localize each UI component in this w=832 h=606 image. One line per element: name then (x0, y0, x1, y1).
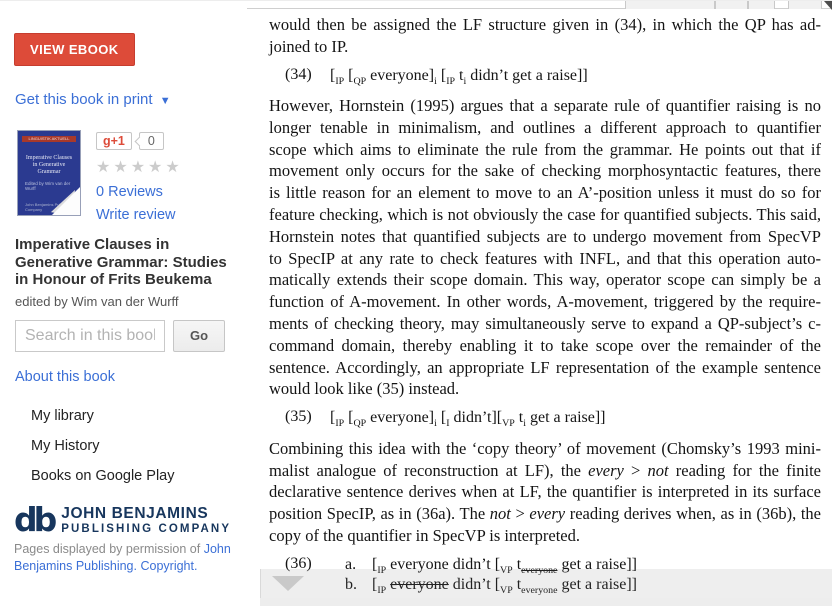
text-line: scope which aims to eliminate the rule from the grammar. He points out that if (269, 139, 821, 159)
toolbar-cell (625, 1, 715, 9)
page-text (247, 1, 832, 596)
text-line: to SpecIP at any rate to check features with INFL, and that this operation auto- (269, 248, 821, 268)
text-line: Hornstein notes that quantified subjects are to undergo movement from SpecVP (269, 226, 821, 246)
logo-line1: JOHN BENJAMINS (61, 504, 209, 522)
logo-text (61, 505, 231, 535)
page-layout (0, 1, 832, 606)
page-curl-cut (51, 186, 81, 216)
text-line: copy of the quantifier in SpecVP is interpreted. (269, 525, 580, 545)
search-input[interactable] (15, 320, 165, 352)
text-line: position SpecIP, as in (36a). The not > every reading derives when, as in (36b), the (269, 504, 821, 524)
text-line: would then be assigned the LF structure given in (34), in which the QP has ad- (269, 15, 821, 34)
chevron-down-icon: ▼ (159, 95, 171, 107)
gplus-count: 0 (139, 132, 164, 150)
publisher-logo[interactable] (14, 499, 247, 539)
example-34: (34) [$_{IP}$ [$_{QP}$ $everyone]_i$ [$_{IP}$ $t_i$ didn’t get a raise]] (285, 65, 588, 87)
permission-note (14, 541, 231, 575)
text-line: ments of checking theory, may simultaneously serve to expand a QP-subject’s c- (269, 314, 821, 334)
cover-editor: Edited by Wim van der Wurff (25, 181, 71, 191)
toolbar-cell (715, 1, 748, 9)
book-page-viewport (247, 1, 832, 606)
toolbar-edge-strip (247, 1, 832, 9)
sidebar-item[interactable]: My History (31, 437, 100, 454)
text-line: declarative sentence derives when at LF, the quantifier is interpreted in its surface (269, 482, 821, 502)
star-rating[interactable]: ★★★★★ (96, 159, 183, 176)
text-line: malist analogue of reconstruction at LF), the every > not reading for the finite (269, 460, 821, 480)
write-review-link[interactable]: Write review (96, 207, 176, 223)
text-line: matically extends their scope domain. This way, operator scope can simply be a (269, 270, 821, 290)
book-meta (96, 130, 183, 223)
text-line: function of A-movement. In other words, A-movement, triggered by the require- (269, 292, 821, 312)
cover-series-band: LINGUISTIK AKTUELL (22, 136, 76, 142)
text-line: feature checking, which is not obviously the case for quantified subjects. This said, (269, 205, 821, 225)
scroll-down-arrow-icon[interactable] (272, 576, 304, 591)
copyright-link[interactable]: Copyright. (140, 558, 198, 573)
logo-line2: PUBLISHING COMPANY (61, 522, 232, 535)
text-line: command domain, thereby enabling it to take scope over the remainder of the (269, 335, 821, 355)
text-line: would look like (35) instead. (269, 379, 460, 399)
publisher-link[interactable]: John Benjamins Publishing. (14, 541, 231, 573)
text-line: However, Hornstein (1995) argues that a separate rule of quantifier raising is no (269, 96, 821, 116)
sidebar-item[interactable]: My library (31, 407, 94, 424)
jb-monogram-icon: db (14, 499, 54, 539)
book-title: Imperative Clauses in Generative Grammar: Studies in Honour of Frits Beukema (15, 236, 227, 288)
sidebar (0, 1, 247, 606)
cover-title: Imperative Clauses in Generative Grammar (25, 155, 73, 175)
text-line: sentence. Accordingly, an appropriate LF representation of the example sentence (269, 357, 821, 377)
about-this-book-link[interactable]: About this book (15, 368, 115, 385)
text-line: longer tenable in minimalism, and outlines a different approach to quantifier (269, 117, 821, 137)
example-36: (36) a. [$_{IP}$ everyone didn’t [$_{VP}$ $t_{everyone}$ get a raise]] b. [$_{IP}$ everyone didn’t [$_{VP}$ $t_{everyone}$ get a raise]] (285, 554, 637, 597)
permission-text: Pages displayed by permission of (14, 541, 204, 556)
text-line: movement only occurs for the sake of checking morphosyntactic features, there (269, 161, 821, 181)
view-ebook-button[interactable]: VIEW EBOOK (14, 33, 135, 66)
corner-notch (824, 1, 832, 10)
example-35: (35) [$_{IP}$ [$_{QP}$ $everyone]_i$ [$_I$ $didn’t][_{VP}$ $t_i$ get a raise]] (285, 408, 606, 430)
book-cover-thumbnail[interactable] (17, 130, 81, 216)
text-line: Combining this idea with the ‘copy theory’ of movement (Chomsky’s 1993 mini- (269, 438, 821, 458)
reviews-link[interactable]: 0 Reviews (96, 184, 163, 200)
sidebar-item[interactable]: Books on Google Play (31, 467, 175, 484)
text-line: is little reason for an element to move to an A’-position unless it must do so for (269, 183, 821, 203)
get-print-link[interactable] (15, 91, 247, 108)
book-summary (17, 130, 247, 223)
cover-publisher: John Benjamins Publishing Company (25, 202, 74, 212)
toolbar-cell (788, 1, 822, 9)
text-line: joined to IP. (269, 36, 349, 56)
go-button[interactable]: Go (173, 320, 225, 352)
book-byline: edited by Wim van der Wurff (15, 293, 179, 309)
toolbar-cell (748, 1, 775, 9)
sidebar-menu (0, 401, 247, 491)
search-bar (15, 320, 247, 352)
page-nav-overlay (260, 569, 832, 598)
gplus-button[interactable]: g+1 (96, 132, 132, 150)
get-print-label: Get this book in print (15, 91, 153, 108)
